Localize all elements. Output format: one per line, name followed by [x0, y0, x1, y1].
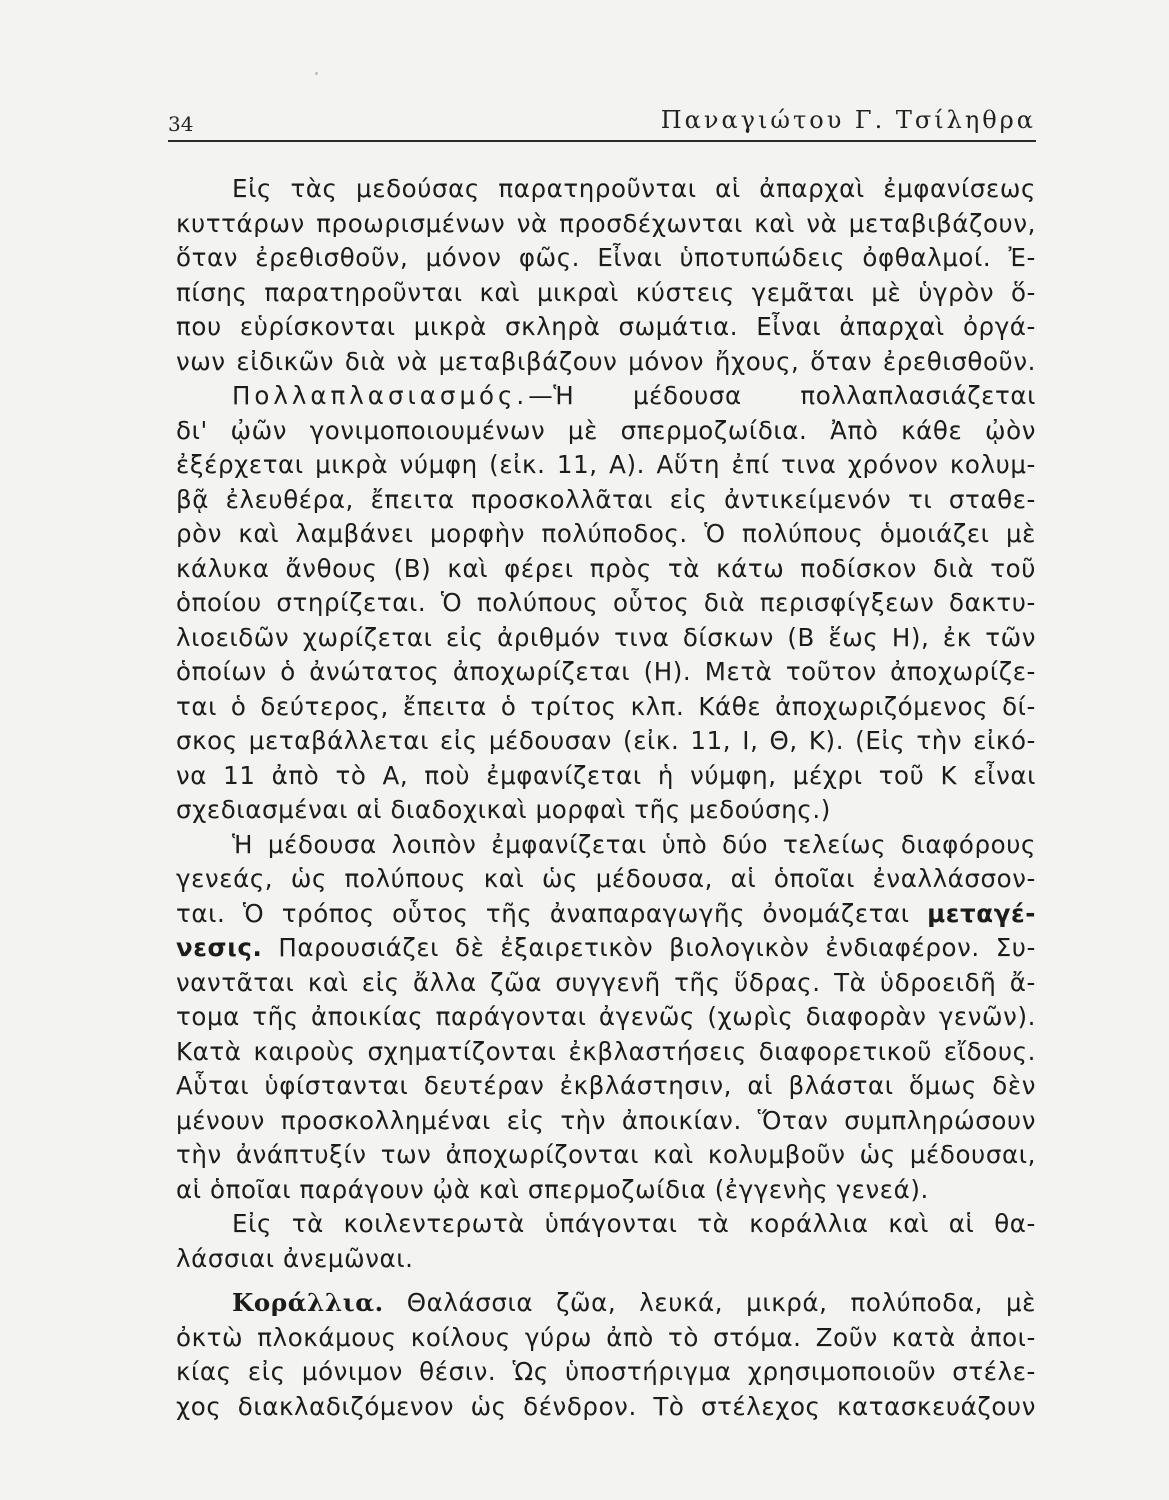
page-header	[168, 100, 1036, 144]
text-fragment: ται. Ὁ τρόπος οὗτος τῆς ἀναπαραγωγῆς ὀνομάζεται	[176, 898, 910, 928]
text-line: ὅταν ἐρεθισθοῦν, μόνον φῶς. Εἶναι ὑποτυπώδεις ὀφθαλμοί. Ἐ-	[176, 243, 1036, 272]
text-line: να 11 ἀπὸ τὸ Α, ποὺ ἐμφανίζεται ἡ νύμφη, μέχρι τοῦ Κ εἶναι	[176, 760, 1036, 790]
text-line: μένουν προσκολλημέναι εἰς τὴν ἀποικίαν. Ὅταν συμπληρώσουν	[176, 1105, 1036, 1135]
text-line: πίσης παρατηροῦνται καὶ μικραὶ κύστεις γεμᾶται μὲ ὑγρὸν ὅ-	[176, 277, 1036, 307]
text-line: αἱ ὁποῖαι παράγουν ᾠὰ καὶ σπερμοζωίδια (ἐγγενὴς γενεά).	[176, 1174, 929, 1204]
text-line: κάλυκα ἄνθους (Β) καὶ φέρει πρὸς τὰ κάτω ποδίσκον διὰ τοῦ	[176, 553, 1036, 583]
body-text	[176, 172, 1036, 1424]
paragraph-gap	[176, 1276, 1036, 1286]
page-number: 34	[168, 112, 194, 136]
text-line: χος διακλαδιζόμενον ὡς δένδρον. Τὸ στέλεχος κατασκευάζουν	[176, 1391, 1036, 1421]
term-metagenesis-end: νεσις.	[176, 933, 263, 962]
text-line: ἐξέρχεται μικρὰ νύμφη (εἰκ. 11, Α). Αὕτη ἐπί τινα χρόνον κολυμ-	[176, 450, 1036, 479]
text-line: νων εἰδικῶν διὰ νὰ μεταβιβάζουν μόνον ἤχους, ὅταν ἐρεθισθοῦν.	[176, 346, 1036, 376]
text-line: λάσσιαι ἀνεμῶναι.	[176, 1243, 414, 1273]
paragraph-corals	[176, 1286, 1036, 1424]
paragraph-medusa-senses	[176, 172, 1036, 379]
running-head: Παναγιώτου Γ. Τσίληθρα	[660, 106, 1036, 134]
text-line: Αὗται ὑφίστανται δευτέραν ἐκβλάστησιν, αἱ βλάσται ὅμως δὲν	[176, 1071, 1036, 1100]
text-line: Κατὰ καιροὺς σχηματίζονται ἐκβλαστήσεις διαφορετικοῦ εἴδους.	[176, 1036, 1036, 1066]
text-line: δι' ᾠῶν γονιμοποιουμένων μὲ σπερμοζωίδια. Ἀπὸ κάθε ᾠὸν	[176, 415, 1036, 445]
text-fragment: Θαλάσσια ζῶα, λευκά, μικρά, πολύποδα, μὲ	[406, 1288, 1037, 1317]
paper-speck	[315, 72, 318, 75]
text-line: Ἡ μέδουσα λοιπὸν ἐμφανίζεται ὑπὸ δύο τελείως διαφόρους	[232, 829, 1036, 859]
text-fragment: Παρουσιάζει δὲ ἐξαιρετικὸν βιολογικὸν ἐνδιαφέρον. Συ-	[278, 933, 1037, 962]
text-line: κίας εἰς μόνιμον θέσιν. Ὡς ὑποστήριγμα χρησιμοποιοῦν στέλε-	[176, 1357, 1036, 1386]
text-line: γενεάς, ὡς πολύπους καὶ ὡς μέδουσα, αἱ ὁποῖαι ἐναλλάσσον-	[176, 864, 1036, 893]
text-line: ὀκτὼ πλοκάμους κοίλους γύρω ἀπὸ τὸ στόμα. Ζοῦν κατὰ ἀποι-	[176, 1322, 1036, 1352]
section-heading-reproduction: Πολλαπλασιασμός.	[232, 381, 529, 410]
text-line: που εὑρίσκονται μικρὰ σκληρὰ σωμάτια. Εἶναι ἀπαρχαὶ ὀργά-	[176, 312, 1036, 341]
text-line	[176, 1286, 1036, 1321]
paragraph-metagenesis	[176, 828, 1036, 1208]
text-line: τὴν ἀνάπτυξίν των ἀποχωρίζονται καὶ κολυμβοῦν ὡς μέδουσαι,	[176, 1140, 1036, 1169]
text-line: σκος μεταβάλλεται εἰς μέδουσαν (εἰκ. 11, Ι, Θ, Κ). (Εἰς τὴν εἰκό-	[176, 726, 1036, 755]
text-line: ται ὁ δεύτερος, ἔπειτα ὁ τρίτος κλπ. Κάθε ἀποχωριζόμενος δί-	[176, 691, 1036, 721]
section-heading-corals: Κοράλλια.	[232, 1288, 384, 1317]
text-line: σχεδιασμέναι αἱ διαδοχικαὶ μορφαὶ τῆς μεδούσης.)	[176, 795, 831, 824]
paragraph-coelenterates	[176, 1207, 1036, 1276]
text-line: ναντᾶται καὶ εἰς ἄλλα ζῶα συγγενῆ τῆς ὕδρας. Τὰ ὑδροειδῆ ἄ-	[176, 967, 1036, 997]
text-line: τομα τῆς ἀποικίας παράγονται ἀγενῶς (χωρὶς διαφορὰν γενῶν).	[176, 1002, 1036, 1031]
text-line: ρὸν καὶ λαμβάνει μορφὴν πολύποδος. Ὁ πολύπους ὁμοιάζει μὲ	[176, 519, 1036, 548]
text-line: Εἰς τὰ κοιλεντερωτὰ ὑπάγονται τὰ κοράλλια καὶ αἱ θα-	[232, 1209, 1036, 1238]
text-line: Εἰς τὰς μεδούσας παρατηροῦνται αἱ ἀπαρχαὶ ἐμφανίσεως	[232, 174, 1036, 203]
text-line	[176, 897, 1036, 932]
text-line: λιοειδῶν χωρίζεται εἰς ἀριθμόν τινα δίσκων (Β ἕως Η), ἐκ τῶν	[176, 622, 1036, 652]
text-line: βᾷ ἐλευθέρα, ἔπειτα προσκολλᾶται εἰς ἀντικείμενόν τι σταθε-	[176, 484, 1036, 514]
text-line	[176, 379, 1036, 414]
text-line: ὁποίου στηρίζεται. Ὁ πολύπους οὗτος διὰ περισφίγξεων δακτυ-	[176, 588, 1036, 617]
text-line	[176, 931, 1036, 966]
term-metagenesis-start: μεταγέ-	[927, 898, 1036, 928]
paragraph-reproduction	[176, 379, 1036, 828]
header-rule	[168, 140, 1036, 142]
text-fragment: —Ἡ μέδουσα πολλαπλασιάζεται	[528, 381, 1036, 410]
text-line: ὁποίων ὁ ἀνώτατος ἀποχωρίζεται (Η). Μετὰ τοῦτον ἀποχωρίζε-	[176, 657, 1036, 686]
text-line: κυττάρων προωρισμένων νὰ προσδέχωνται καὶ νὰ μεταβιβάζουν,	[176, 208, 1036, 238]
